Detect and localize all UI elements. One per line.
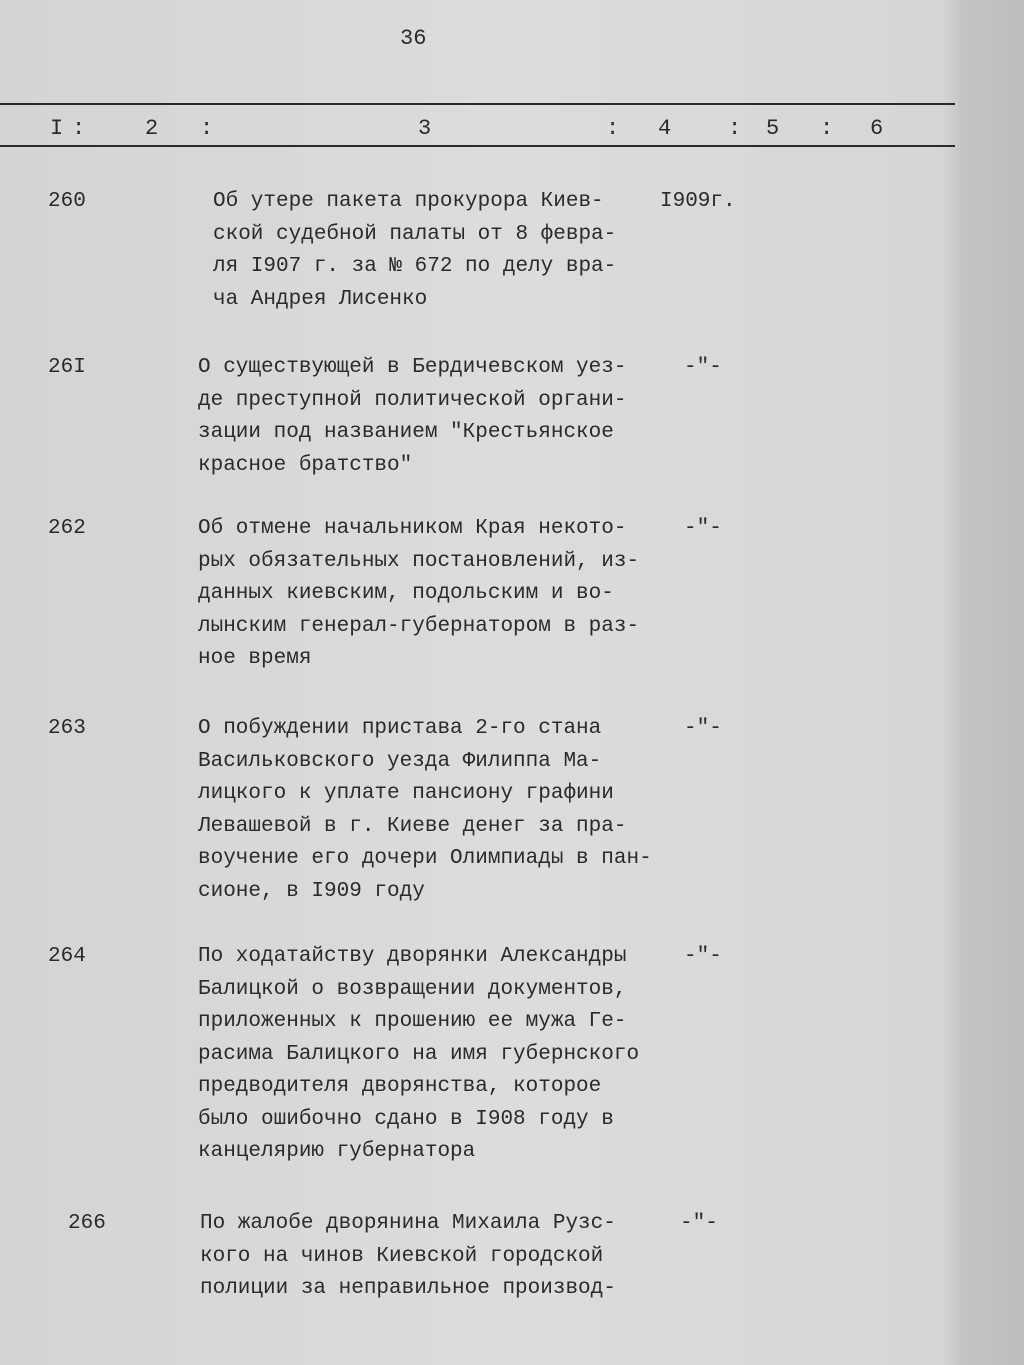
entry-text-line: Об отмене начальником Края некото-: [198, 517, 627, 540]
entry-text-line: воучение его дочери Олимпиады в пан-: [198, 847, 652, 870]
entry-date: -"-: [680, 1212, 718, 1235]
entry-text-line: ля I907 г. за № 672 по делу вра-: [213, 255, 617, 278]
entry-text-line: О побуждении пристава 2-го стана: [198, 717, 602, 740]
entry-text-line: лицкого к уплате пансиону графини: [198, 782, 614, 805]
entry-text-line: По жалобе дворянина Михаила Рузс-: [200, 1212, 616, 1235]
entry-number: 262: [48, 517, 86, 540]
entry-text-line: сионе, в I909 году: [198, 879, 425, 903]
column-separator: :: [820, 116, 834, 141]
header-bottom-rule: [0, 145, 955, 147]
entry-text-line: кого на чинов Киевской городской: [200, 1244, 604, 1268]
entry-text-line: зации под названием "Крестьянское: [198, 421, 614, 444]
entry-text-line: ное время: [198, 647, 312, 670]
entry-number: 264: [48, 945, 86, 968]
column-separator: :: [72, 116, 86, 141]
entry-text-line: приложенных к прошению ее мужа Ге-: [198, 1010, 627, 1033]
entry-text-line: ча Андрея Лисенко: [213, 287, 428, 311]
entry-date: -"-: [684, 517, 722, 540]
column-separator: :: [728, 116, 742, 141]
column-header: 4: [658, 116, 672, 141]
entry-date: -"-: [684, 945, 722, 968]
entry-text-line: полиции за неправильное производ-: [200, 1277, 616, 1300]
entry-text-line: рых обязательных постановлений, из-: [198, 549, 640, 573]
column-separator: :: [200, 116, 214, 141]
entry-number: 266: [68, 1212, 106, 1235]
entry-text-line: предводителя дворянства, которое: [198, 1075, 602, 1098]
entry-number: 26I: [48, 356, 86, 379]
entry-number: 263: [48, 717, 86, 740]
entry-text-line: Левашевой в г. Киеве денег за пра-: [198, 814, 627, 838]
column-separator: :: [606, 116, 620, 141]
column-header: 5: [766, 116, 780, 141]
entry-text-line: расима Балицкого на имя губернского: [198, 1042, 640, 1066]
entry-text-line: лынским генерал-губернатором в раз-: [198, 614, 640, 638]
entry-number: 260: [48, 190, 86, 213]
entry-text-line: ской судебной палаты от 8 февра-: [213, 222, 617, 246]
column-header: 3: [418, 116, 432, 141]
entry-date: I909г.: [660, 190, 736, 213]
column-header: 6: [870, 116, 884, 141]
entry-text-line: канцелярию губернатора: [198, 1140, 476, 1163]
entry-text-line: Васильковского уезда Филиппа Ма-: [198, 749, 602, 773]
entry-text-line: О существующей в Бердичевском уез-: [198, 356, 627, 379]
entry-date: -"-: [684, 717, 722, 740]
entry-date: -"-: [684, 356, 722, 379]
entry-text-line: Балицкой о возвращении документов,: [198, 977, 627, 1001]
column-header: I: [50, 116, 64, 141]
entry-text-line: было ошибочно сдано в I908 году в: [198, 1107, 614, 1131]
column-header: 2: [145, 116, 159, 141]
entry-text-line: Об утере пакета прокурора Киев-: [213, 190, 604, 213]
entry-text-line: По ходатайству дворянки Александры: [198, 945, 627, 968]
entry-text-line: де преступной политической органи-: [198, 388, 627, 412]
header-top-rule: [0, 103, 955, 105]
entry-text-line: данных киевским, подольским и во-: [198, 582, 614, 605]
page-number: 36: [400, 26, 427, 51]
entry-text-line: красное братство": [198, 453, 413, 477]
